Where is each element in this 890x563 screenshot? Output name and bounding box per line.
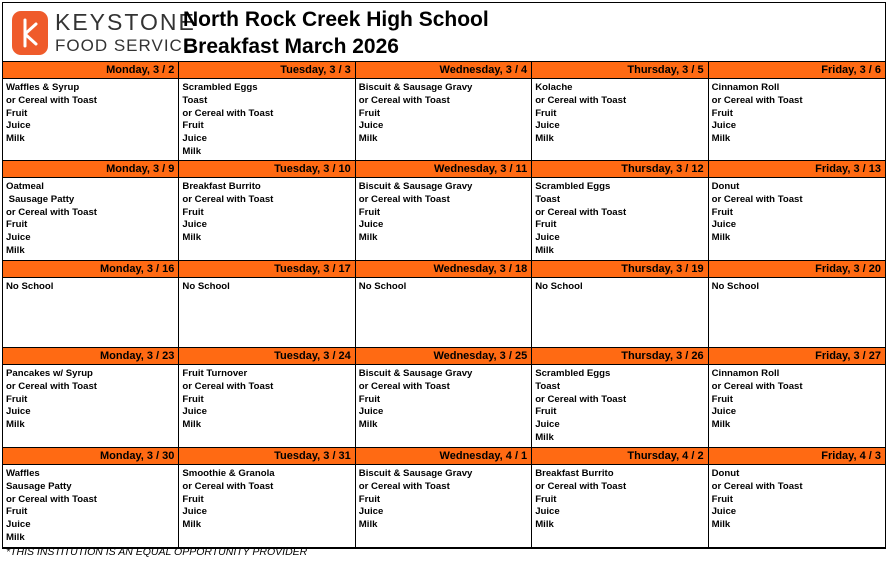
day-cell [179,161,355,261]
logo-wordmark-bottom: FOOD SERVICE [55,36,196,55]
day-menu: Cinnamon Roll or Cereal with Toast Fruit Juice Milk [711,82,803,145]
day-menu: Biscuit & Sausage Gravy or Cereal with Toast Fruit Juice Milk [358,468,473,531]
menu-sheet [2,2,886,549]
day-menu: No School [711,281,760,292]
day-cell [179,261,355,348]
day-cell [3,62,179,161]
day-header: Monday, 3 / 23 [3,348,178,365]
day-menu: No School [535,281,583,292]
day-header: Friday, 3 / 13 [709,161,885,178]
day-menu: Kolache or Cereal with Toast Fruit Juice Milk [535,82,627,145]
day-menu: Biscuit & Sausage Gravy or Cereal with Toast Fruit Juice Milk [358,82,473,145]
day-menu: No School [182,281,230,292]
day-cell [179,62,355,161]
equal-opportunity-footer: *THIS INSTITUTION IS AN EQUAL OPPORTUNITY PROVIDER [6,546,308,558]
day-header: Monday, 3 / 2 [3,62,178,79]
day-cell [179,348,355,448]
day-menu: Oatmeal Sausage Patty or Cereal with Toast Fruit Juice Milk [6,181,97,256]
day-cell [3,448,179,548]
day-cell [532,161,708,261]
day-cell [709,62,885,161]
day-cell [532,448,708,548]
day-cell [356,62,532,161]
keystone-logo-icon [12,11,48,55]
day-header: Friday, 3 / 20 [709,261,885,278]
day-menu: Biscuit & Sausage Gravy or Cereal with Toast Fruit Juice Milk [358,181,473,244]
day-menu: Waffles & Syrup or Cereal with Toast Fruit Juice Milk [6,82,97,145]
day-header: Monday, 3 / 16 [3,261,178,278]
day-cell [532,348,708,448]
day-header: Tuesday, 3 / 17 [179,261,354,278]
day-header: Wednesday, 3 / 18 [356,261,531,278]
day-header: Tuesday, 3 / 3 [179,62,354,79]
day-menu: Scrambled Eggs Toast or Cereal with Toast Fruit Juice Milk [182,82,274,157]
day-menu: No School [6,281,54,292]
day-cell [356,161,532,261]
day-header: Wednesday, 3 / 4 [356,62,531,79]
day-cell [532,261,708,348]
day-cell [709,348,885,448]
day-header: Wednesday, 3 / 11 [356,161,531,178]
day-header: Thursday, 3 / 19 [532,261,707,278]
day-cell [356,348,532,448]
day-header: Friday, 3 / 27 [709,348,885,365]
logo-wordmark-top: KEYSTONE [55,9,196,35]
day-header: Monday, 3 / 30 [3,448,178,465]
day-cell [3,161,179,261]
day-header: Thursday, 4 / 2 [532,448,707,465]
day-header: Wednesday, 4 / 1 [356,448,531,465]
day-cell [356,261,532,348]
school-name: North Rock Creek High School [183,8,489,31]
day-menu: Biscuit & Sausage Gravy or Cereal with Toast Fruit Juice Milk [358,368,473,431]
day-cell [3,261,179,348]
day-cell [356,448,532,548]
day-header: Friday, 4 / 3 [709,448,885,465]
day-cell [532,62,708,161]
day-header: Tuesday, 3 / 31 [179,448,354,465]
day-cell [709,161,885,261]
day-header: Thursday, 3 / 26 [532,348,707,365]
day-header: Tuesday, 3 / 10 [179,161,354,178]
day-cell [709,261,885,348]
day-header: Friday, 3 / 6 [709,62,885,79]
day-header: Thursday, 3 / 12 [532,161,707,178]
day-menu: Scrambled Eggs Toast or Cereal with Toast Fruit Juice Milk [535,368,627,443]
day-menu: Pancakes w/ Syrup or Cereal with Toast Fruit Juice Milk [6,368,97,431]
day-menu: Smoothie & Granola or Cereal with Toast Fruit Juice Milk [182,468,275,531]
menu-header [3,3,885,62]
day-menu: Cinnamon Roll or Cereal with Toast Fruit Juice Milk [711,368,803,431]
day-menu: Breakfast Burrito or Cereal with Toast Fruit Juice Milk [182,181,274,244]
day-menu: Donut or Cereal with Toast Fruit Juice Milk [711,181,803,244]
day-cell [3,348,179,448]
day-menu: Donut or Cereal with Toast Fruit Juice Milk [711,468,803,531]
day-cell [709,448,885,548]
menu-calendar-grid [3,62,885,548]
day-header: Wednesday, 3 / 25 [356,348,531,365]
day-menu: Scrambled Eggs Toast or Cereal with Toast Fruit Juice Milk [535,181,627,256]
day-menu: No School [358,281,407,292]
menu-title: Breakfast March 2026 [183,35,399,58]
day-menu: Waffles Sausage Patty or Cereal with Toast Fruit Juice Milk [6,468,97,543]
day-cell [179,448,355,548]
day-header: Thursday, 3 / 5 [532,62,707,79]
day-header: Monday, 3 / 9 [3,161,178,178]
day-menu: Breakfast Burrito or Cereal with Toast Fruit Juice Milk [535,468,627,531]
day-menu: Fruit Turnover or Cereal with Toast Fruit Juice Milk [182,368,274,431]
day-header: Tuesday, 3 / 24 [179,348,354,365]
